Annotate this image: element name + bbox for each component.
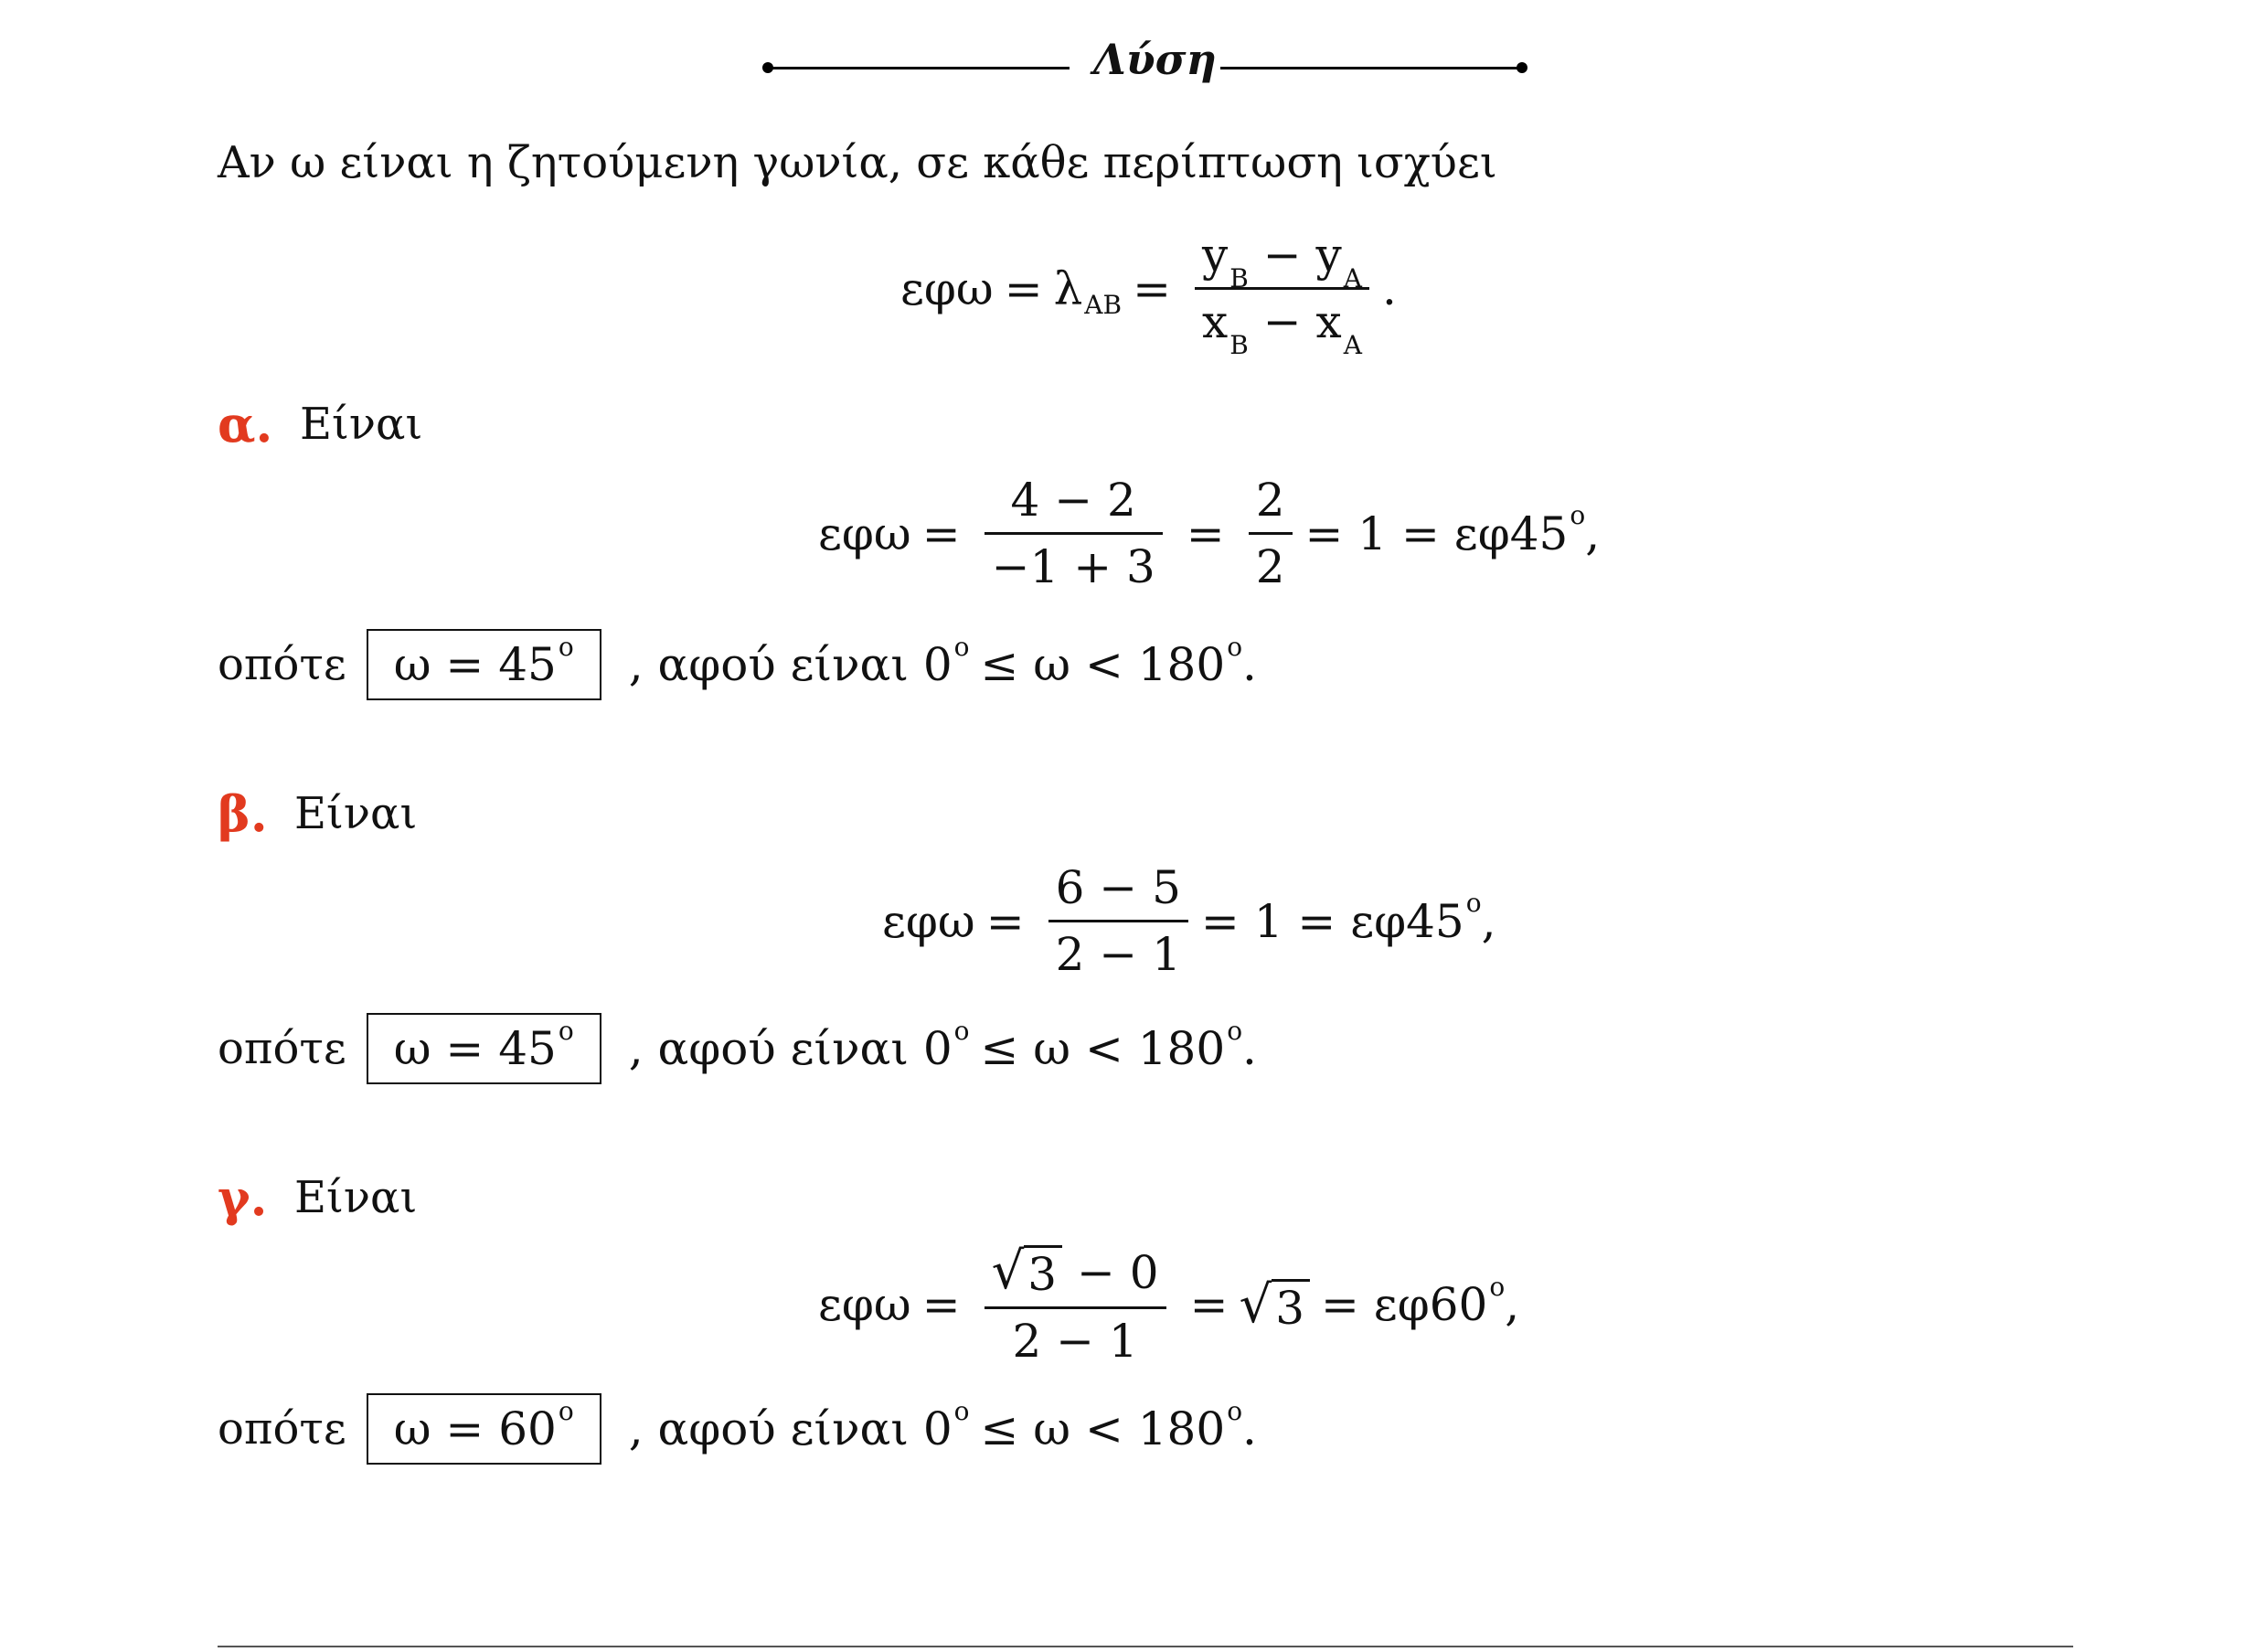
part-b-equation: εφω = $\frac{6 - 5}{2 - 1}$ = 1 = εφ45 o ,: [882, 861, 1496, 981]
part-a-lhs: εφω: [818, 506, 911, 560]
part-a-equation: εφω = $\frac{4 - 2}{-1 + 3}$ = $\frac{2}{2}$ = 1 = εφ45 o ,: [818, 474, 1601, 593]
part-b-tail: = 1 = εφ45: [1200, 894, 1464, 948]
part-c-intro: Είναι: [294, 1172, 418, 1223]
part-a-intro: Είναι: [300, 399, 423, 450]
part-c-sqrt-2: √ 3: [1240, 1275, 1311, 1335]
part-c-since: , αφού είναι 0: [628, 1402, 953, 1455]
part-b-label: β.: [218, 784, 268, 843]
intro-text: Αν ω είναι η ζητούμενη γωνία, σε κάθε περίπτωση ισχύει: [218, 137, 1497, 188]
part-a-tail: = 1 = εφ45: [1304, 506, 1569, 560]
part-c-tail: = εφ60: [1321, 1278, 1488, 1331]
formula-numerator: $y_B - y_A$: [1202, 229, 1363, 293]
part-b-then: οπότε: [218, 1023, 346, 1074]
part-c-label: γ.: [218, 1168, 268, 1227]
formula-lambda-sub: AB: [1084, 290, 1123, 320]
footer-rule: [218, 1646, 2073, 1647]
part-c-lhs: εφω: [818, 1278, 911, 1331]
part-b-intro: Είναι: [294, 788, 418, 839]
part-b-lhs: εφω: [882, 894, 975, 948]
part-a-since: , αφού είναι 0: [628, 638, 953, 691]
part-c-equation: εφω = √ 3 − 0 2 − 1 = √ 3 = εφ60 o ,: [818, 1242, 1520, 1368]
part-b-fraction-1: $\frac{6 - 5}{2 - 1}$: [1048, 861, 1188, 981]
part-a-fraction-2: $\frac{2}{2}$: [1249, 474, 1293, 593]
formula-fraction: [1195, 229, 1369, 360]
heading-rule-dot-right: [1517, 62, 1527, 73]
part-a-label: α.: [218, 395, 273, 453]
formula-lhs: εφω: [900, 261, 994, 315]
part-c-boxed-answer: ω = 60 o: [367, 1393, 601, 1465]
part-a-result: οπότε ω = 45 o , αφού είναι 0 o ≤ ω < 180 o .: [218, 629, 1257, 700]
heading-rule-right: [1220, 67, 1522, 69]
formula-eq-2: =: [1133, 261, 1171, 315]
part-b-since: , αφού είναι 0: [628, 1022, 953, 1075]
section-heading: Λύση: [1093, 35, 1217, 84]
formula-end: .: [1382, 261, 1397, 315]
part-a-fraction-1: $\frac{4 - 2}{-1 + 3}$: [984, 474, 1163, 593]
part-c-result: οπότε ω = 60 o , αφού είναι 0 o ≤ ω < 180 o .: [218, 1393, 1257, 1465]
part-a-boxed-answer: ω = 45 o: [367, 629, 601, 700]
formula-eq-1: =: [1004, 261, 1043, 315]
part-a-then: οπότε: [218, 639, 346, 690]
part-b-boxed-answer: ω = 45 o: [367, 1013, 601, 1084]
part-c-then: οπότε: [218, 1403, 346, 1455]
part-a-range: ≤ ω < 180: [980, 638, 1226, 691]
part-c-fraction-1: √ 3 − 0 2 − 1: [984, 1242, 1166, 1368]
part-b-result: οπότε ω = 45 o , αφού είναι 0 o ≤ ω < 180 o .: [218, 1013, 1257, 1084]
part-c-range: ≤ ω < 180: [980, 1402, 1226, 1455]
formula-lambda: λ: [1053, 261, 1083, 315]
part-b-range: ≤ ω < 180: [980, 1022, 1226, 1075]
slope-formula: [900, 229, 1397, 360]
part-c-sqrt-1: √ 3: [992, 1242, 1063, 1301]
heading-rule-left: [768, 67, 1070, 69]
formula-denominator: $x_B - x_A$: [1202, 295, 1362, 360]
